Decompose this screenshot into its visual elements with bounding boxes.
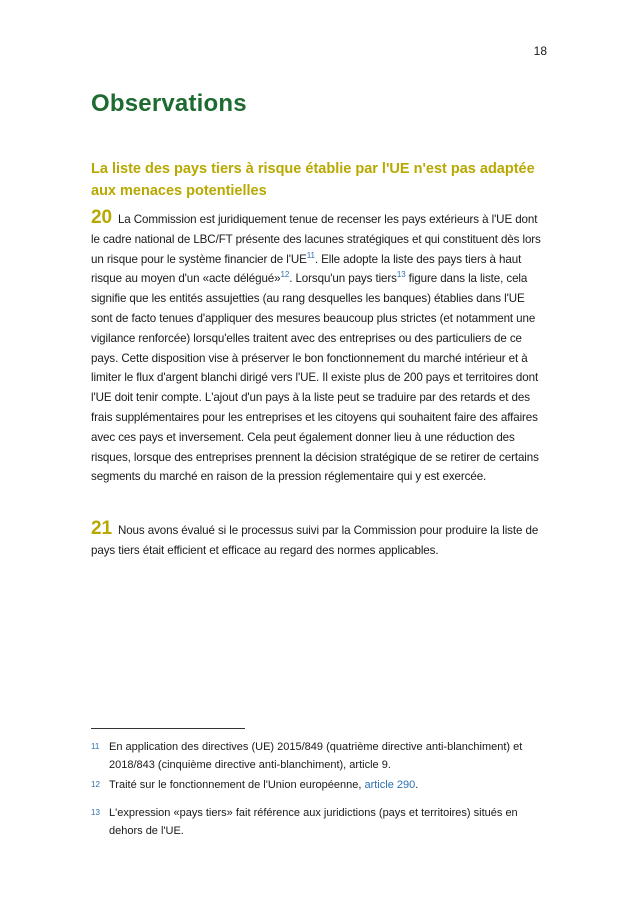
footnote-text-end: .: [415, 779, 419, 791]
paragraph-text: . Lorsqu'un pays tiers: [289, 272, 397, 286]
footnote-number: 12: [91, 780, 100, 789]
page-number: 18: [533, 44, 547, 58]
footnote-ref-11[interactable]: 11: [306, 250, 315, 260]
article-290-link[interactable]: article 290: [364, 779, 416, 791]
footnote-ref-12[interactable]: 12: [280, 270, 290, 280]
footnote-divider: [91, 728, 245, 729]
paragraph-text: Nous avons évalué si le processus suivi par la Commission pour produire la liste de pays tiers était efficient et efficace au regard des normes applicables.: [91, 524, 539, 557]
footnote-text: Traité sur le fonctionnement de l'Union européenne,: [109, 779, 365, 791]
paragraph-text: figure dans la liste, cela signifie que les entités assujetties (au rang desquelles les banques) établies dans l'UE sont de facto tenues d'appliquer des mesures beaucoup plus strictes (et notamment une vigilance renforcée) lorsqu'elles traitent avec des entreprises ou des particuliers de ce pays. Cette disposition vise à préserver le bon fonctionnement du marché intérieur et à limiter le flux d'argent blanchi dirigé vers l'UE. Il existe plus de 200 pays et territoires dont l'UE doit tenir compte. L'ajout d'un pays à la liste peut se traduire par des retards et des frais supplémentaires pour les entreprises et les citoyens qui souhaitent faire des affaires avec ces pays et inversement. Cela peut également donner lieu à une réduction des risques, lorsque des entreprises prennent la décision stratégique de se retirer de certains segments du marché en raison de la pression réglementaire qui y est exercée.: [91, 272, 539, 484]
paragraph-text: . Elle adopte la liste des pays tiers à haut risque au moyen d'un «acte délégué»: [91, 252, 522, 286]
footnote-number: 13: [91, 808, 100, 817]
subheading: La liste des pays tiers à risque établie par l'UE n'est pas adaptée aux menaces potentielles: [91, 161, 535, 199]
footnote-number: 11: [91, 742, 100, 751]
footnote-ref-13[interactable]: 13: [396, 270, 406, 280]
footnote-13: [91, 804, 547, 840]
footnote-text: En application des directives (UE) 2015/849 (quatrième directive anti-blanchiment) et 2018/843 (cinquième directive anti-blanchiment), article 9.: [109, 741, 523, 771]
paragraph-number: 20: [91, 207, 112, 228]
footnote-12: [91, 776, 547, 794]
footnote-11: [91, 738, 547, 774]
footnote-text-wrapper: [109, 776, 547, 794]
paragraph-21: [91, 519, 547, 561]
section-title: Observations: [91, 90, 247, 117]
paragraph-text: La Commission est juridiquement tenue de recenser les pays extérieurs à l'UE dont le cadre national de LBC/FT présente des lacunes stratégiques et qui constituent dès lors un risque pour le système financier de l'UE: [91, 213, 541, 266]
footnote-text: L'expression «pays tiers» fait référence aux juridictions (pays et territoires) situés en dehors de l'UE.: [109, 807, 518, 837]
paragraph-number: 21: [91, 518, 112, 539]
paragraph-20: [91, 208, 547, 487]
